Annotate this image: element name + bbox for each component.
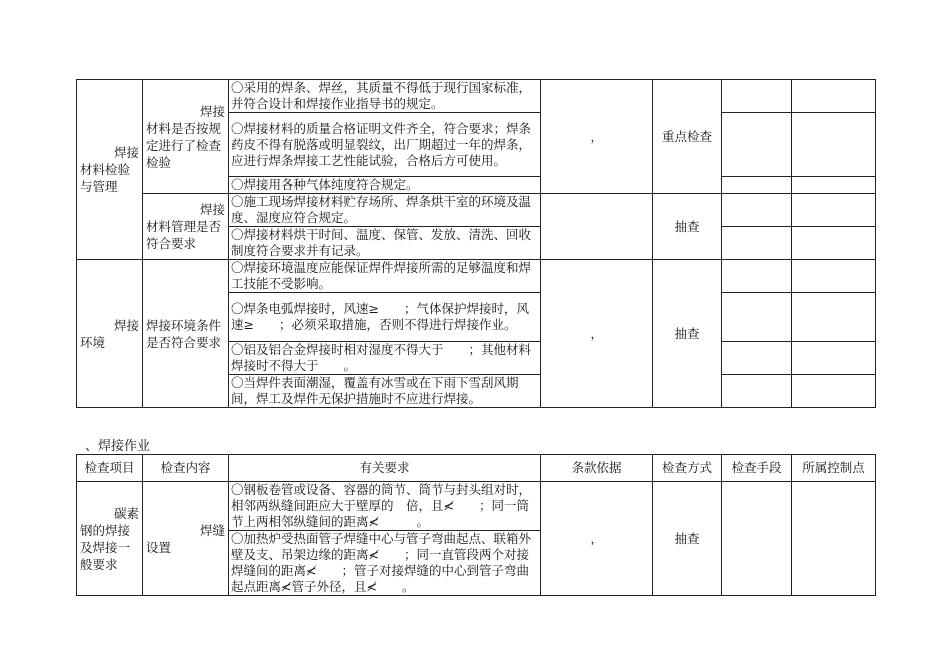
means-cell (722, 482, 792, 596)
method-cell: 抽查 (653, 482, 722, 596)
header-clause: 条款依据 (541, 455, 653, 482)
method-cell: 重点检查 (653, 80, 722, 194)
section-title: 、焊接作业 (85, 439, 151, 454)
requirement-cell: 〇钢板卷管或设备、容器的筒节、筒节与封头组对时，相邻两纵缝间距应大于壁厚的 倍，且≮ ；同一筒节上两相邻纵缝间的距离≮ 。 (229, 482, 541, 531)
control-point-cell (792, 293, 876, 342)
check-item-line1: 焊接 (113, 317, 139, 333)
check-content-cell (143, 80, 229, 194)
means-cell (722, 80, 792, 113)
header-means: 检查手段 (722, 455, 792, 482)
check-content-line2: 材料是否按规定进行了检查检验 (146, 120, 222, 170)
requirement-cell: 〇铝及铝合金焊接时相对湿度不得大于 ；其他材料焊接时不得大于 。 (229, 342, 541, 375)
check-item-line2: 材料检验与管理 (80, 162, 131, 194)
check-content-cell (143, 260, 229, 408)
header-control-point: 所属控制点 (792, 455, 876, 482)
header-check-item: 检查项目 (77, 455, 143, 482)
requirement-cell: 〇焊接用各种气体纯度符合规定。 (229, 177, 541, 194)
table-row (77, 80, 876, 113)
table-row (77, 260, 876, 293)
control-point-cell (792, 80, 876, 113)
requirement-cell: 〇采用的焊条、焊丝，其质量不得低于现行国家标准，并符合设计和焊接作业指导书的规定。 (229, 80, 541, 113)
requirement-cell: 〇焊接材料的质量合格证明文件齐全，符合要求；焊条药皮不得有脱落或明显裂纹，出厂期超过一年的焊条，应进行焊条焊接工艺性能试验，合格后方可使用。 (229, 113, 541, 177)
requirement-cell: 〇焊接材料烘干时间、温度、保管、发放、清洗、回收制度符合要求并有记录。 (229, 227, 541, 260)
method-cell: 抽查 (653, 194, 722, 260)
check-item-cell (77, 80, 143, 260)
control-point-cell (792, 177, 876, 194)
clause-cell: ， (541, 80, 653, 194)
clause-cell: ， (541, 260, 653, 408)
means-cell (722, 260, 792, 293)
clause-cell (541, 194, 653, 260)
means-cell (722, 113, 792, 177)
control-point-cell (792, 375, 876, 408)
control-point-cell (792, 482, 876, 596)
control-point-cell (792, 342, 876, 375)
requirement-cell: 〇施工现场焊接材料贮存场所、焊条烘干室的环境及温度、湿度应符合规定。 (229, 194, 541, 227)
header-check-content: 检查内容 (143, 455, 229, 482)
header-requirements: 有关要求 (229, 455, 541, 482)
check-content-line2: 焊接环境条件是否符合要求 (146, 317, 222, 350)
requirement-cell: 〇当焊件表面潮湿，覆盖有冰雪或在下雨下雪刮风期间，焊工及焊件无保护措施时不应进行焊接。 (229, 375, 541, 408)
check-content-line2: 设置 (146, 539, 172, 555)
means-cell (722, 375, 792, 408)
means-cell (722, 177, 792, 194)
means-cell (722, 227, 792, 260)
check-item-cell (77, 482, 143, 596)
means-cell (722, 342, 792, 375)
check-item-line2: 环境 (80, 334, 106, 350)
check-content-line1: 焊接 (199, 202, 225, 217)
header-method: 检查方式 (653, 455, 722, 482)
check-content-line1: 焊接 (199, 103, 225, 119)
check-content-line2: 材料管理是否符合要求 (146, 219, 222, 251)
control-point-cell (792, 194, 876, 227)
inspection-table-materials (76, 79, 876, 408)
check-content-cell (143, 482, 229, 596)
check-item-cell (77, 260, 143, 408)
method-cell: 抽查 (653, 260, 722, 408)
check-item-line1: 焊接 (113, 145, 139, 160)
check-item-line2: 钢的焊接及焊接一般要求 (80, 522, 131, 572)
table-row (77, 482, 876, 531)
means-cell (722, 293, 792, 342)
check-item-line1: 碳素 (113, 505, 139, 521)
clause-cell: ， (541, 482, 653, 596)
control-point-cell (792, 260, 876, 293)
requirement-cell: 〇加热炉受热面管子焊缝中心与管子弯曲起点、联箱外壁及支、吊架边缘的距离≮ ；同一直管段两个对接焊缝间的距离≮ ；管子对接焊缝的中心到管子弯曲起点距离≮管子外径，且≮ 。 (229, 531, 541, 596)
inspection-table-welding (76, 454, 876, 596)
requirement-cell: 〇焊接环境温度应能保证焊件焊接所需的足够温度和焊工技能不受影响。 (229, 260, 541, 293)
check-content-cell (143, 194, 229, 260)
check-content-line1: 焊缝 (199, 522, 225, 538)
means-cell (722, 194, 792, 227)
requirement-cell: 〇焊条电弧焊接时，风速≥ ；气体保护焊接时，风速≥ ；必须采取措施，否则不得进行焊接作业。 (229, 293, 541, 342)
header-row (77, 455, 876, 482)
table-row (77, 194, 876, 227)
control-point-cell (792, 113, 876, 177)
control-point-cell (792, 227, 876, 260)
